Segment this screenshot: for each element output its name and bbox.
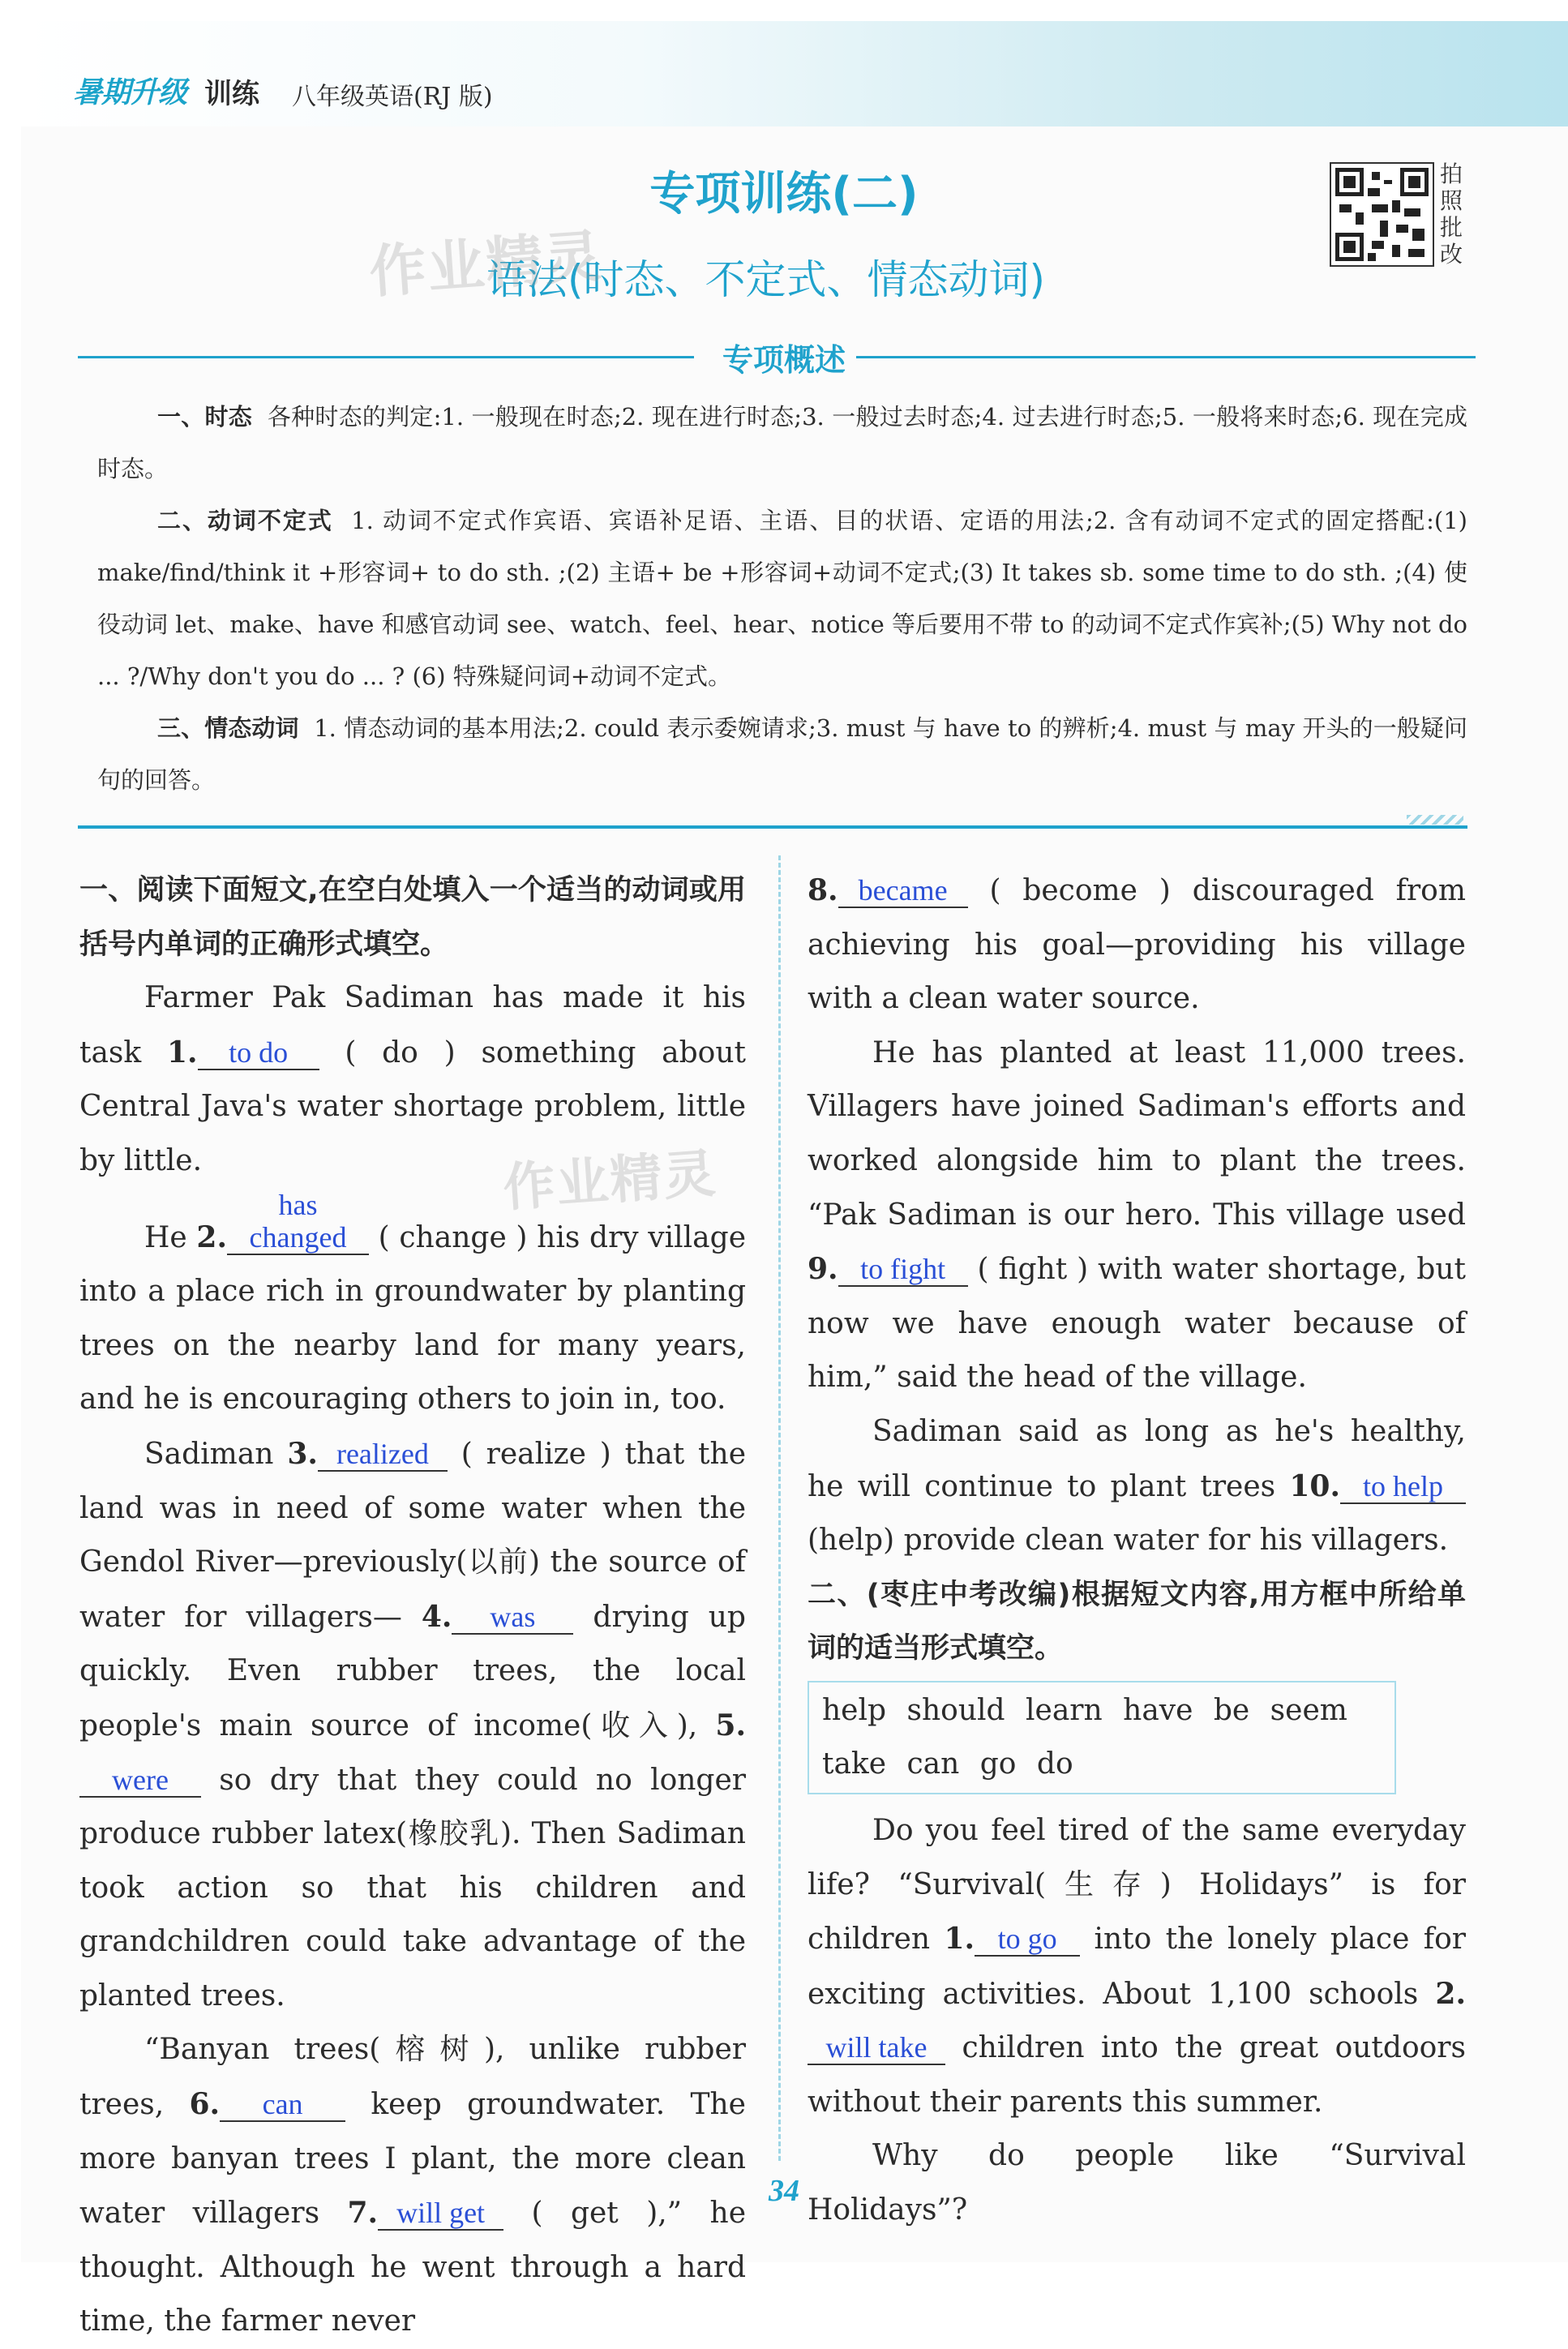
answer-blank-2[interactable]: has changed [227, 1189, 369, 1255]
passage1-paragraph: Sadiman said as long as he's healthy, he will continue to plant trees 10. to help (help) provide clean water for his villagers. [808, 1414, 1466, 1558]
answer-blank-5[interactable]: were [79, 1764, 201, 1798]
watermark: 作业精灵 [366, 223, 605, 306]
overview-title: 专项概述 [722, 342, 846, 378]
passage1-paragraph: “Banyan trees(榕树), unlike rubber trees, 6. can keep groundwater. The more banyan trees I plant, the more clean water villagers 7. will get ( get ),” he thought. Although he went through a hard time, the farmer never [79, 2033, 747, 2338]
overview-item-infinitive: 二、动词不定式 1. 动词不定式作宾语、宾语补足语、主语、目的状语、定语的用法;2. 含有动词不定式的固定搭配:(1) make/find/think it +形容词+ to do sth. ;(2) 主语+ be +形容词+动词不定式;(3) It takes sb. some time to do sth. ;(4) 使役动词 let、make、have 和感官动词 see、watch、feel、hear、notice 等后要用不带 to 的动词不定式作宾补;(5) Why not do ... ?/Why don't you do ... ? (6) 特殊疑问词+动词不定式。 [97, 507, 1467, 690]
page-number: 34 [769, 2174, 799, 2208]
passage1-continued: 8. became ( become ) discouraged from achieving his goal—providing his village with a clean water source. [808, 873, 1466, 1016]
watermark-2: 作业精灵 [501, 1143, 719, 1220]
answer-blank-6[interactable]: can [220, 2088, 345, 2122]
section1-heading: 一、阅读下面短文,在空白处填入一个适当的动词或用括号内单词的正确形式填空。 [79, 874, 746, 961]
separator-line [78, 825, 1467, 829]
series-logo: 暑期升级 [73, 76, 187, 109]
answer-blank-1[interactable]: to do [198, 1036, 319, 1070]
answer-blank-s2-2[interactable]: will take [808, 2031, 945, 2065]
word-bank-box [808, 1681, 1396, 1794]
word-bank-row: help should learn have be seem [822, 1693, 1347, 1727]
qr-code-icon[interactable] [1330, 162, 1434, 267]
series-word: 训练 [204, 78, 259, 110]
section2-heading: 二、(枣庄中考改编)根据短文内容,用方框中所给单词的适当形式填空。 [808, 1578, 1466, 1665]
overview-text [97, 391, 1467, 806]
passage1-paragraph: He 2.has changed ( change ) his dry village into a place rich in groundwater by planting trees on the nearby land for many years, and he is encouraging others to join in, too. [79, 1188, 746, 1417]
separator-dash [1407, 815, 1463, 825]
word-bank-row: take can go do [822, 1747, 1073, 1781]
answer-blank-7[interactable]: will get [378, 2197, 503, 2231]
passage1-paragraph: Farmer Pak Sadiman has made it his task 1. to do ( do ) something about Central Java's water shortage problem, little by little. [79, 981, 747, 1177]
answer-blank-9[interactable]: to fight [838, 1253, 968, 1287]
column-divider [778, 855, 781, 2161]
page-subtitle: 语法(时态、不定式、情态动词) [486, 256, 1046, 303]
page-title: 专项训练(二) [649, 168, 919, 221]
passage1-paragraph: He has planted at least 11,000 trees. Villagers have joined Sadiman's efforts and worked alongside him to plant the trees. “Pak Sadiman is our hero. This village used 9. to fight ( fight ) with water shortage, but now we have enough water because of him,” said the head of the village. [808, 1035, 1466, 1395]
answer-blank-8[interactable]: became [838, 874, 968, 908]
left-column [79, 864, 746, 2349]
answer-blank-s2-1[interactable]: to go [975, 1922, 1080, 1957]
passage1-paragraph: Sadiman 3. realized ( realize ) that the land was in need of some water when the Gendol River—previously(以前) the source of water for villagers— 4. was drying up quickly. Even rubber trees, the local people's main source of income(收入), 5.were so dry that they could no longer produce rubber latex(橡胶乳). Then Sadiman took action so that his children and grandchildren could take advantage of the planted trees. [79, 1436, 746, 2013]
overview-item-tense: 一、时态 各种时态的判定:1. 一般现在时态;2. 现在进行时态;3. 一般过去时态;4. 过去进行时态;5. 一般将来时态;6. 现在完成时态。 [97, 403, 1467, 482]
grade-label: 八年级英语(RJ 版) [292, 83, 493, 111]
passage2-paragraph: Do you feel tired of the same everyday life? “Survival(生存) Holidays” is for children 1. to go into the lonely place for exciting activities. About 1,100 schools 2.will take children into the great outdoors without their parents this summer. [808, 1813, 1466, 2119]
overview-item-modal: 三、情态动词 1. 情态动词的基本用法;2. could 表示委婉请求;3. must 与 have to 的辨析;4. must 与 may 开头的一般疑问句的回答。 [97, 714, 1467, 794]
qr-label: 拍照批改 [1439, 161, 1463, 268]
answer-blank-3[interactable]: realized [318, 1438, 448, 1472]
passage2-paragraph: Why do people like “Survival Holidays”? [808, 2139, 1466, 2227]
answer-blank-4[interactable]: was [452, 1601, 573, 1635]
qr-pattern [1331, 164, 1433, 265]
answer-blank-10[interactable]: to help [1340, 1470, 1466, 1504]
right-column [808, 864, 1466, 2238]
